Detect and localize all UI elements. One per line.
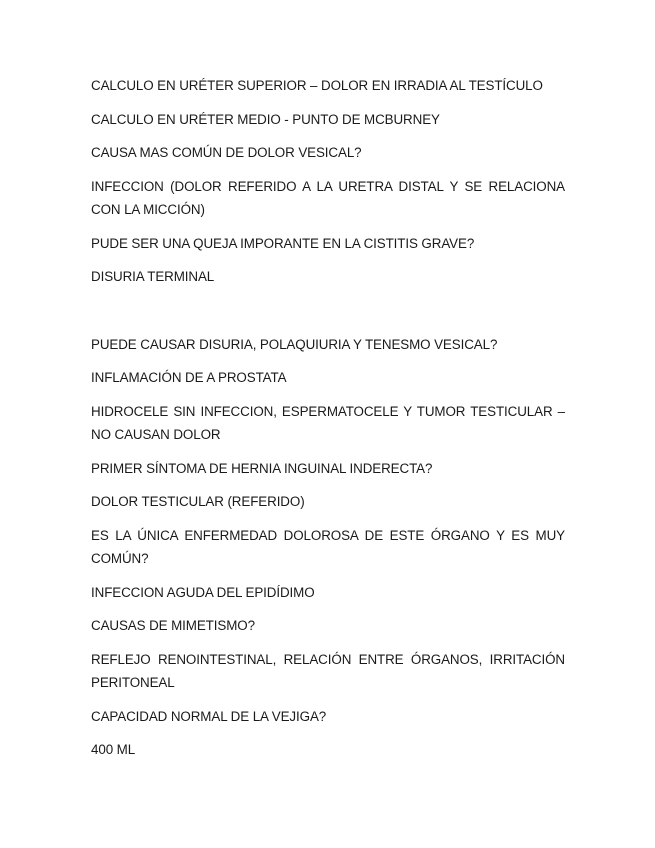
paragraph: CAUSAS DE MIMETISMO?	[91, 618, 255, 633]
paragraph: HIDROCELE SIN INFECCION, ESPERMATOCELE Y TUMOR TESTICULAR – NO CAUSAN DOLOR	[91, 403, 565, 442]
paragraph: DOLOR TESTICULAR (REFERIDO)	[91, 494, 305, 509]
document-page	[91, 74, 565, 772]
paragraph: INFECCION (DOLOR REFERIDO A LA URETRA DISTAL Y SE RELACIONA CON LA MICCIÓN)	[91, 178, 565, 217]
paragraph: CAUSA MAS COMÚN DE DOLOR VESICAL?	[91, 145, 362, 160]
paragraph: PUDE SER UNA QUEJA IMPORANTE EN LA CISTITIS GRAVE?	[91, 235, 475, 251]
paragraph: ES LA ÚNICA ENFERMEDAD DOLOROSA DE ESTE ÓRGANO Y ES MUY COMÚN?	[91, 527, 565, 566]
paragraph: PUEDE CAUSAR DISURIA, POLAQUIURIA Y TENESMO VESICAL?	[91, 336, 498, 352]
paragraph: CALCULO EN URÉTER MEDIO - PUNTO DE MCBURNEY	[91, 111, 440, 127]
paragraph: CAPACIDAD NORMAL DE LA VEJIGA?	[91, 708, 327, 724]
paragraph: 400 ML	[91, 742, 136, 757]
paragraph: INFLAMACIÓN DE A PROSTATA	[91, 370, 287, 385]
paragraph: DISURIA TERMINAL	[91, 269, 215, 284]
paragraph: CALCULO EN URÉTER SUPERIOR – DOLOR EN IRRADIA AL TESTÍCULO	[91, 78, 543, 93]
paragraph: REFLEJO RENOINTESTINAL, RELACIÓN ENTRE ÓRGANOS, IRRITACIÓN PERITONEAL	[91, 651, 565, 690]
paragraph: INFECCION AGUDA DEL EPIDÍDIMO	[91, 584, 315, 600]
blank-line	[91, 299, 565, 333]
paragraph: PRIMER SÍNTOMA DE HERNIA INGUINAL INDERECTA?	[91, 460, 433, 476]
